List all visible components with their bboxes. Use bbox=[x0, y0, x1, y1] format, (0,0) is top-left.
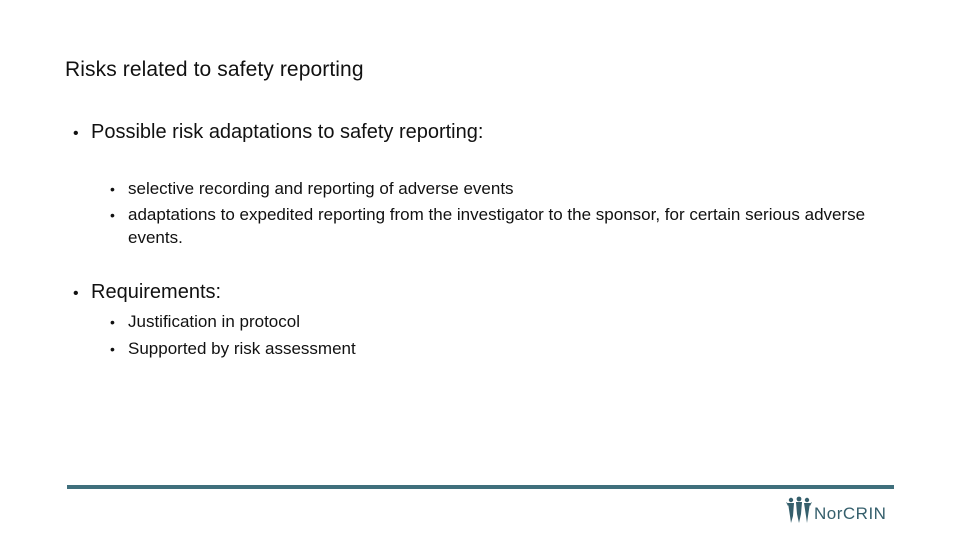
bullet-dot: • bbox=[110, 181, 115, 197]
slide-title: Risks related to safety reporting bbox=[65, 58, 364, 81]
sub-bullet-risk-assessment bbox=[110, 337, 870, 361]
norcrin-logo bbox=[786, 496, 886, 524]
people-figures-icon bbox=[786, 496, 812, 524]
bullet-text: Supported by risk assessment bbox=[128, 339, 356, 358]
sub-bullet-expedited-reporting bbox=[110, 203, 870, 249]
logo-text: NorCRIN bbox=[814, 504, 887, 523]
bullet-text: selective recording and reporting of adverse events bbox=[128, 179, 514, 198]
sub-bullet-justification bbox=[110, 310, 870, 334]
bullet-dot: • bbox=[110, 207, 115, 223]
bullet-text: Possible risk adaptations to safety reporting: bbox=[91, 121, 484, 143]
bullet-dot: • bbox=[73, 285, 79, 302]
bullet-text: Requirements: bbox=[91, 281, 222, 303]
bullet-dot: • bbox=[110, 341, 115, 357]
bullet-possible-adaptations bbox=[73, 121, 483, 144]
bullet-dot: • bbox=[73, 125, 79, 142]
footer-divider bbox=[67, 485, 894, 489]
bullet-text: Justification in protocol bbox=[128, 312, 300, 331]
bullet-requirements bbox=[73, 281, 221, 304]
sub-bullet-selective-recording bbox=[110, 177, 870, 201]
bullet-text: adaptations to expedited reporting from the investigator to the sponsor, for certain serious adverse events. bbox=[128, 205, 866, 247]
bullet-dot: • bbox=[110, 314, 115, 330]
